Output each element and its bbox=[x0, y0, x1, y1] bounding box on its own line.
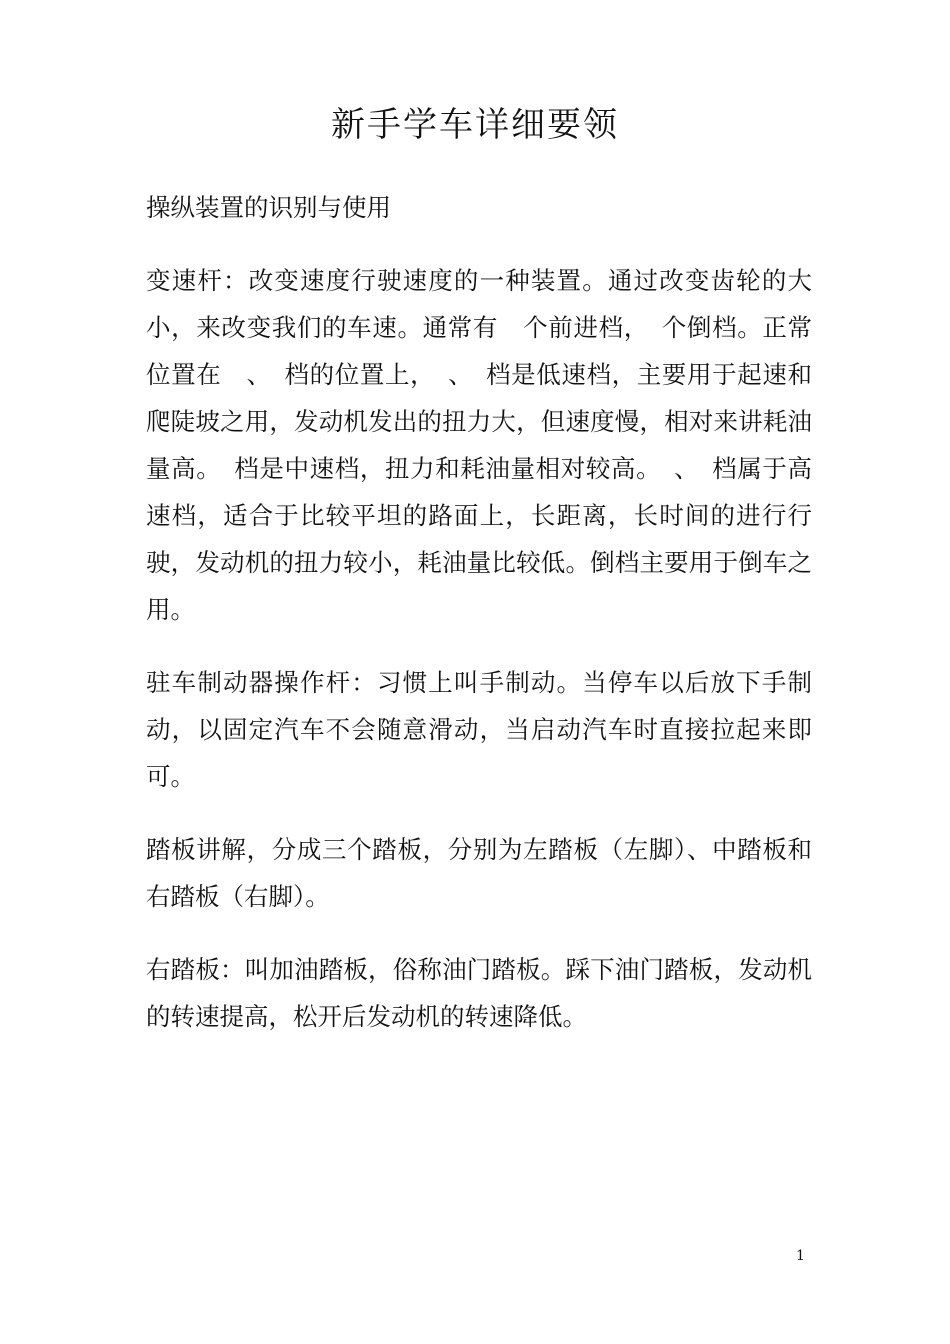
paragraph-gap bbox=[146, 231, 812, 257]
paragraph-gear-lever: 变速杆：改变速度行驶速度的一种装置。通过改变齿轮的大小，来改变我们的车速。通常有 个前进档， 个倒档。正常位置在 、 档的位置上， 、 档是低速档，主要用于起速和爬陡坡之用，发动机发出的扭力大，但速度慢，相对来讲耗油量高。 档是中速档，扭力和耗油量相对较高。 、 档属于高速档，适合于比较平坦的路面上，长距离，长时间的进行行驶，发动机的扭力较小，耗油量比较低。倒档主要用于倒车之用。 bbox=[146, 266, 812, 624]
document-title: 新手学车详细要领 bbox=[331, 105, 619, 145]
document-body bbox=[146, 184, 812, 1040]
paragraph-gap bbox=[146, 920, 812, 946]
paragraph-pedals: 踏板讲解，分成三个踏板，分别为左踏板（左脚）、中踏板和右踏板（右脚）。 bbox=[146, 835, 812, 911]
page-number: 1 bbox=[796, 1248, 805, 1264]
paragraph-right-pedal: 右踏板：叫加油踏板，俗称油门踏板。踩下油门踏板，发动机的转速提高，松开后发动机的转速降低。 bbox=[146, 955, 812, 1031]
paragraph-gap bbox=[146, 800, 812, 826]
paragraph-gap bbox=[146, 633, 812, 659]
paragraph-parking-brake: 驻车制动器操作杆：习惯上叫手制动。当停车以后放下手制动，以固定汽车不会随意滑动，当启动汽车时直接拉起来即可。 bbox=[146, 668, 812, 791]
section-heading: 操纵装置的识别与使用 bbox=[146, 193, 391, 222]
